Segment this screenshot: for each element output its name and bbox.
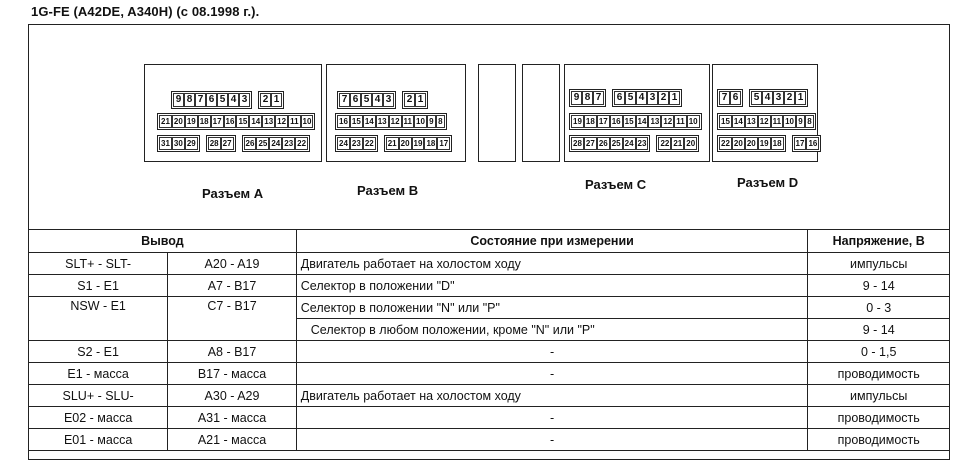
connector-pin: 24 [339, 139, 348, 148]
table-row [29, 341, 950, 363]
connector-pin: 8 [805, 115, 814, 128]
connector-pin: 23 [637, 139, 647, 148]
connector-pin: 17 [795, 139, 805, 148]
connector-pin: 10 [416, 117, 425, 126]
connector-pin: 2 [784, 91, 795, 105]
cell-condition: Селектор в положении "N" или "P" [296, 297, 808, 319]
cell-voltage: 9 - 14 [808, 275, 950, 297]
connector-pin: 7 [719, 91, 730, 105]
connector-pin: 9 [796, 115, 805, 128]
connector-pin: 13 [264, 117, 274, 126]
connector-pin: 2 [658, 91, 669, 105]
cell-pins: A31 - масса [168, 407, 297, 429]
connector-pin: 20 [733, 139, 743, 148]
cell-condition: - [296, 429, 808, 451]
connector-b-row1b [402, 91, 428, 109]
connector-pin: 28 [573, 139, 582, 148]
cell-pins: B17 - масса [168, 363, 297, 385]
connector-pin: 30 [173, 139, 183, 148]
cell-pins: A21 - масса [168, 429, 297, 451]
connector-b-row1a [337, 91, 396, 109]
connector-pin: 5 [361, 93, 372, 107]
connector-pin: 13 [650, 117, 660, 126]
connector-c [564, 64, 710, 162]
cell-pins: A20 - A19 [168, 253, 297, 275]
connector-pin: 20 [686, 139, 696, 148]
connector-b-row3a [335, 135, 378, 152]
connector-b-row2 [335, 113, 447, 130]
connector-pin: 8 [582, 91, 593, 105]
connector-c-row3b [656, 135, 699, 152]
connector-pin: 11 [403, 117, 412, 126]
connector-pin: 24 [271, 139, 281, 148]
connector-d-row1a [717, 89, 743, 107]
connector-pin: 1 [271, 93, 282, 107]
connector-pin: 2 [260, 93, 271, 107]
connector-pin: 1 [415, 93, 426, 107]
table-header-row [29, 230, 950, 253]
connector-pin: 12 [277, 117, 287, 126]
connector-pin: 17 [212, 117, 222, 126]
connector-pin: 23 [284, 139, 294, 148]
connector-pin: 14 [637, 117, 647, 126]
connector-a-row3a [157, 135, 200, 152]
connector-pin: 10 [302, 117, 312, 126]
connector-d [712, 64, 818, 162]
cell-condition: Двигатель работает на холостом ходу [296, 385, 808, 407]
connector-pin: 22 [721, 139, 730, 148]
connector-pin: 19 [413, 139, 423, 148]
cell-pins: C7 - B17 [168, 297, 297, 341]
connector-a-row3b [206, 135, 236, 152]
connector-pin: 10 [688, 117, 698, 126]
connector-a-label: Разъем А [202, 186, 264, 201]
cell-pins: A7 - B17 [168, 275, 297, 297]
cell-voltage: 9 - 14 [808, 319, 950, 341]
table-row [29, 253, 950, 275]
page-title: 1G-FE (A42DE, A340H) (с 08.1998 г.). [31, 4, 260, 19]
connector-diagram [140, 60, 820, 170]
connector-c-row1a [569, 89, 606, 107]
cell-terminal: S2 - E1 [29, 341, 168, 363]
connector-pin: 18 [426, 139, 436, 148]
connector-pin: 14 [364, 117, 374, 126]
cell-terminal: SLT+ - SLT- [29, 253, 168, 275]
connector-pin: 15 [351, 117, 361, 126]
connector-pin: 22 [364, 139, 374, 148]
connector-pin: 7 [339, 93, 350, 107]
cell-terminal: E01 - масса [29, 429, 168, 451]
connector-pin: 13 [746, 117, 756, 126]
connector-pin: 19 [759, 139, 769, 148]
connector-pin: 1 [795, 91, 806, 105]
connector-pin: 4 [762, 91, 773, 105]
cell-voltage: проводимость [808, 363, 950, 385]
connector-pin: 21 [387, 139, 397, 148]
cell-terminal: E1 - масса [29, 363, 168, 385]
cell-pins: A30 - A29 [168, 385, 297, 407]
connector-pin: 5 [625, 91, 636, 105]
cell-terminal: S1 - E1 [29, 275, 168, 297]
table-row [29, 385, 950, 407]
connector-pin: 7 [195, 93, 206, 107]
connector-c-row3a [569, 135, 650, 152]
header-condition: Состояние при измерении [296, 230, 808, 253]
connector-pin: 18 [199, 117, 209, 126]
connector-pin: 26 [245, 139, 255, 148]
connector-pin: 11 [290, 117, 299, 126]
table-row [29, 429, 950, 451]
connector-pin: 6 [206, 93, 217, 107]
connector-pin: 23 [351, 139, 361, 148]
connector-d-row2 [717, 113, 816, 130]
connector-pin: 26 [598, 139, 608, 148]
connector-pin: 11 [676, 117, 685, 126]
cell-condition: - [296, 407, 808, 429]
cell-voltage: проводимость [808, 407, 950, 429]
connector-pin: 21 [161, 117, 170, 126]
connector-pin: 5 [217, 93, 228, 107]
connector-pin: 3 [239, 93, 250, 107]
connector-pin: 29 [186, 139, 196, 148]
connector-pin: 15 [721, 117, 730, 126]
table-row [29, 363, 950, 385]
pin-voltage-table [28, 229, 950, 451]
connector-pin: 21 [673, 139, 683, 148]
connector-pin: 16 [225, 117, 235, 126]
connector-pin: 11 [772, 117, 782, 126]
blank-block-right [522, 64, 560, 162]
connector-pin: 14 [251, 117, 261, 126]
connector-pin: 3 [647, 91, 658, 105]
connector-pin: 13 [377, 117, 387, 126]
connector-d-row3a [717, 135, 786, 152]
connector-pin: 25 [258, 139, 268, 148]
cell-condition: Селектор в положении "D" [296, 275, 808, 297]
connector-b-label: Разъем В [357, 183, 419, 198]
header-voltage: Напряжение, В [808, 230, 950, 253]
cell-voltage: 0 - 3 [808, 297, 950, 319]
connector-pin: 6 [730, 91, 741, 105]
connector-a [144, 64, 322, 162]
cell-voltage: 0 - 1,5 [808, 341, 950, 363]
cell-voltage: проводимость [808, 429, 950, 451]
connector-pin: 31 [161, 139, 170, 148]
connector-a-row1b [258, 91, 284, 109]
connector-pin: 16 [808, 139, 818, 148]
connector-pin: 4 [636, 91, 647, 105]
connector-pin: 2 [404, 93, 415, 107]
connector-pin: 3 [773, 91, 784, 105]
connector-pin: 12 [390, 117, 400, 126]
cell-terminal: NSW - E1 [29, 297, 168, 341]
connector-c-row1b [612, 89, 682, 107]
connector-pin: 9 [173, 93, 184, 107]
connector-pin: 15 [624, 117, 634, 126]
connector-d-row1b [749, 89, 808, 107]
connector-pin: 1 [669, 91, 680, 105]
connector-pin: 4 [228, 93, 239, 107]
connector-pin: 14 [733, 117, 743, 126]
connector-pin: 8 [184, 93, 195, 107]
connector-pin: 12 [759, 117, 769, 126]
connector-pin: 28 [209, 139, 219, 148]
connector-pin: 18 [585, 117, 595, 126]
connector-pin: 20 [746, 139, 756, 148]
connector-pin: 19 [186, 117, 196, 126]
connector-pin: 6 [614, 91, 625, 105]
connector-pin: 10 [785, 117, 794, 126]
connector-b [326, 64, 466, 162]
connector-d-label: Разъем D [737, 175, 799, 190]
connector-a-row2 [157, 113, 315, 130]
connector-pin: 27 [585, 139, 595, 148]
connector-pin: 22 [660, 139, 670, 148]
connector-pin: 9 [427, 115, 436, 128]
cell-voltage: импульсы [808, 385, 950, 407]
cell-condition: - [296, 363, 808, 385]
cell-voltage: импульсы [808, 253, 950, 275]
connector-d-row3b [792, 135, 822, 152]
connector-pin: 16 [339, 117, 348, 126]
connector-pin: 19 [573, 117, 582, 126]
connector-pin: 5 [751, 91, 762, 105]
connector-pin: 27 [222, 139, 232, 148]
connector-pin: 15 [238, 117, 248, 126]
connector-pin: 7 [593, 91, 604, 105]
connector-pin: 17 [439, 139, 449, 148]
connector-pin: 16 [611, 117, 621, 126]
connector-pin: 20 [173, 117, 183, 126]
connector-pin: 4 [372, 93, 383, 107]
cell-terminal: SLU+ - SLU- [29, 385, 168, 407]
connector-pin: 6 [350, 93, 361, 107]
connector-c-label: Разъем С [585, 177, 647, 192]
connector-pin: 22 [297, 139, 307, 148]
header-output: Вывод [29, 230, 297, 253]
cell-condition: - [296, 341, 808, 363]
table-row [29, 297, 950, 319]
connector-pin: 17 [598, 117, 608, 126]
cell-condition: Двигатель работает на холостом ходу [296, 253, 808, 275]
cell-terminal: E02 - масса [29, 407, 168, 429]
connector-b-row3b [384, 135, 453, 152]
blank-block-left [478, 64, 516, 162]
table-row [29, 407, 950, 429]
connector-a-row3c [242, 135, 311, 152]
cell-pins: A8 - B17 [168, 341, 297, 363]
connector-pin: 25 [611, 139, 621, 148]
connector-pin: 3 [383, 93, 394, 107]
connector-pin: 20 [400, 139, 410, 148]
connector-pin: 8 [436, 115, 445, 128]
connector-a-row1a [171, 91, 252, 109]
connector-c-row2 [569, 113, 702, 130]
connector-pin: 18 [772, 139, 782, 148]
table-row [29, 275, 950, 297]
connector-pin: 9 [571, 91, 582, 105]
connector-pin: 24 [624, 139, 634, 148]
connector-pin: 12 [663, 117, 673, 126]
cell-condition: Селектор в любом положении, кроме "N" или "P" [296, 319, 808, 341]
